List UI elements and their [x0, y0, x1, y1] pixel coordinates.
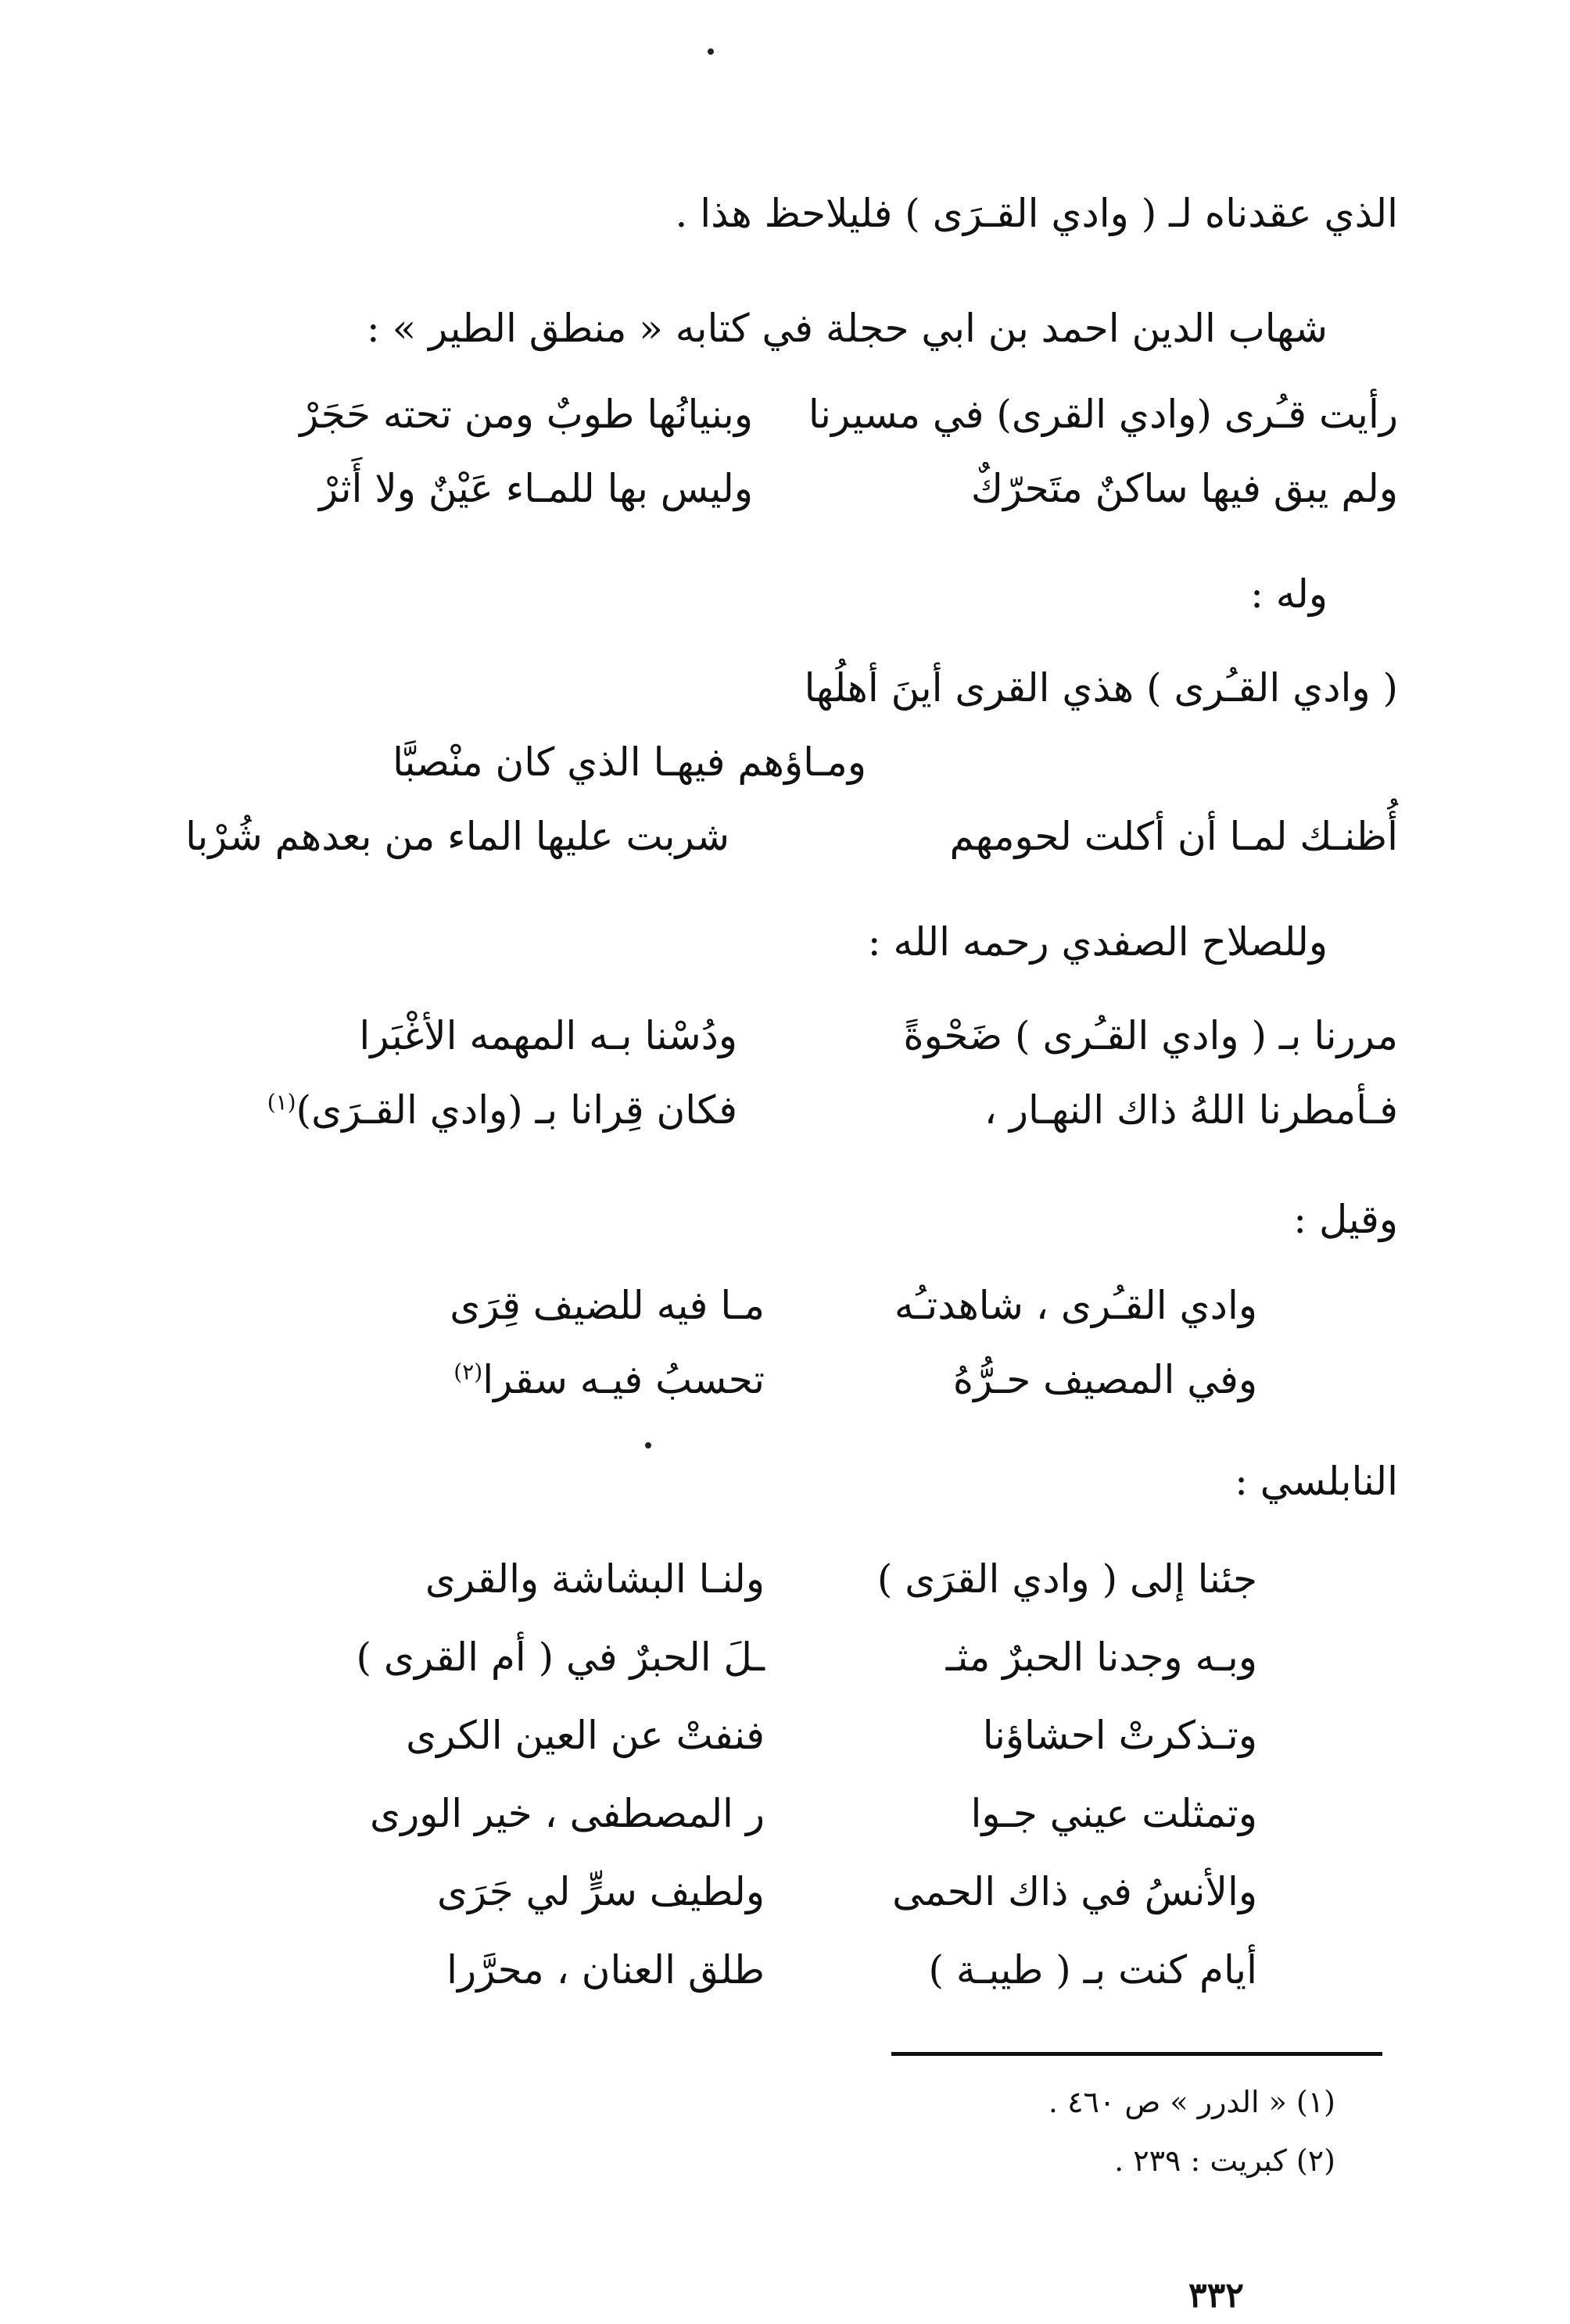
verse-first-hemistich: وبـه وجدنا الحبرٌ مثـ [945, 1635, 1257, 1680]
section-heading: النابلسي : [1235, 1459, 1398, 1504]
verse-first-hemistich: وادي القـُرى ، شاهدتـُه [894, 1283, 1257, 1328]
verse-line: ( وادي القـُرى ) هذي القرى أينَ أهلُها [804, 665, 1398, 711]
verse-second-hemistich: مـا فيه للضيف قِرَى [450, 1283, 765, 1328]
verse-first-hemistich: جئنا إلى ( وادي القرَى ) [876, 1556, 1257, 1602]
footnote-divider [891, 2052, 1382, 2056]
verse-second-hemistich [453, 1357, 765, 1402]
page-number: ٣٣٢ [1188, 2276, 1244, 2315]
verse-first-hemistich: وتـذكرتْ احشاؤنا [982, 1713, 1257, 1758]
verse-second-hemistich: ولطيف سرٍّ لي جَرَى [437, 1869, 765, 1914]
footnote-marker: (١) [267, 1089, 296, 1115]
verse-second-hemistich: شربت عليها الماء من بعدهم شُرْبا [185, 814, 729, 859]
verse-text: فكان قِرانا بـ (وادي القـرَى) [296, 1087, 737, 1133]
footnote-marker: (٢) [453, 1359, 483, 1385]
verse-first-hemistich: مررنا بـ ( وادي القـُرى ) ضَحْوةً [903, 1013, 1398, 1058]
verse-first-hemistich: وفي المصيف حـرُّهُ [952, 1357, 1257, 1402]
section-heading: وقيل : [1293, 1197, 1398, 1242]
footnote: (١) « الدرر » ص ٤٦٠ . [1048, 2085, 1335, 2119]
section-heading: وللصلاح الصفدي رحمه الله : [867, 919, 1328, 965]
speck [645, 1442, 651, 1448]
speck [708, 48, 714, 55]
verse-second-hemistich: ولنـا البشاشة والقرى [425, 1556, 765, 1602]
verse-second-hemistich: ـلَ الحبرٌ في ( أم القرى ) [356, 1635, 765, 1680]
verse-first-hemistich: والأنسُ في ذاك الحمى [892, 1869, 1257, 1914]
verse-first-hemistich: أُظنـك لمـا أن أكلت لحومهم [949, 814, 1398, 859]
verse-second-hemistich: وليس بها للمـاء عَيْنٌ ولا أَثرْ [318, 466, 753, 511]
section-heading: وله : [1250, 571, 1328, 617]
verse-text: تحسبُ فيـه سقرا [482, 1357, 765, 1402]
verse-line: ومـاؤهم فيهـا الذي كان منْصبَّا [392, 739, 866, 785]
verse-first-hemistich: أيام كنت بـ ( طيبـة ) [928, 1947, 1257, 1993]
verse-first-hemistich: رأيت قـُرى (وادي القرى) في مسيرنا [808, 392, 1398, 437]
verse-second-hemistich [267, 1087, 737, 1133]
verse-second-hemistich: فنفتْ عن العين الكرى [406, 1713, 765, 1758]
verse-first-hemistich: وتمثلت عيني جـوا [970, 1791, 1257, 1836]
verse-second-hemistich: ر المصطفى ، خير الورى [369, 1791, 765, 1836]
intro-line: الذي عقدناه لـ ( وادي القـرَى ) فليلاحظ هذا . [675, 191, 1398, 236]
verse-first-hemistich: فـأمطرنا اللهُ ذاك النهـار ، [984, 1087, 1398, 1133]
verse-second-hemistich: وبنيانُها طوبٌ ومن تحته حَجَرْ [299, 392, 753, 437]
verse-second-hemistich: طلق العنان ، محرَّرا [446, 1947, 765, 1993]
section-heading: شهاب الدين احمد بن ابي حجلة في كتابه « منطق الطير » : [366, 306, 1328, 351]
footnote: (٢) كبريت : ٢٣٩ . [1114, 2143, 1335, 2178]
verse-second-hemistich: ودُسْنا بـه المهمه الأغْبَرا [359, 1013, 737, 1058]
verse-first-hemistich: ولم يبق فيها ساكنٌ متَحرّكٌ [970, 466, 1398, 511]
